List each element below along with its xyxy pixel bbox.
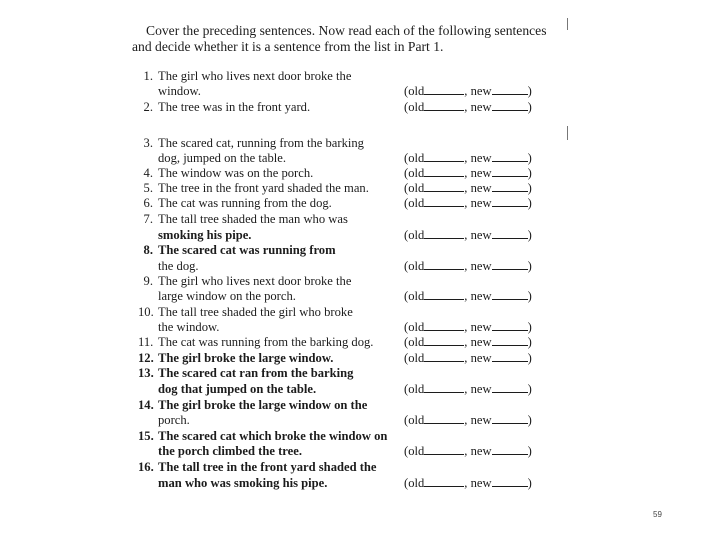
item-8-line-1: 8. The scared cat was running from bbox=[138, 243, 336, 258]
item-3-line-1: 3. The scared cat, running from the barking bbox=[138, 136, 364, 151]
response-field-9[interactable]: (old , new ) bbox=[404, 289, 532, 303]
item-4-line-1: 4. The window was on the porch. bbox=[138, 166, 313, 181]
item-10-line-2: the window. bbox=[158, 320, 220, 334]
item-number: 3. bbox=[143, 136, 153, 150]
item-1-line-1: 1. The girl who lives next door broke the bbox=[138, 69, 351, 84]
item-12-line-1: 12. The girl broke the large window. bbox=[138, 351, 334, 365]
instructions-line-1: Cover the preceding sentences. Now read each of the following sentences bbox=[146, 23, 547, 38]
response-field-16[interactable]: (old , new ) bbox=[404, 476, 532, 490]
response-field-3[interactable]: (old , new ) bbox=[404, 151, 532, 165]
item-number: 1. bbox=[143, 69, 153, 83]
item-16-line-2: man who was smoking his pipe. bbox=[158, 476, 328, 490]
item-13-line-2: dog that jumped on the table. bbox=[158, 382, 317, 396]
item-5-line-1: 5. The tree in the front yard shaded the man. bbox=[138, 181, 369, 196]
item-number: 11. bbox=[138, 335, 154, 349]
response-field-7[interactable]: (old , new ) bbox=[404, 228, 532, 242]
item-number: 8. bbox=[143, 243, 153, 257]
response-field-1[interactable]: (old , new ) bbox=[404, 84, 532, 98]
response-field-2[interactable]: (old , new ) bbox=[404, 100, 532, 114]
response-field-11[interactable]: (old , new ) bbox=[404, 335, 532, 349]
item-10-line-1: 10. The tall tree shaded the girl who broke bbox=[138, 305, 353, 319]
item-9-line-1: 9. The girl who lives next door broke the bbox=[138, 274, 351, 289]
item-11-line-1: 11. The cat was running from the barking dog. bbox=[138, 335, 374, 349]
item-number: 6. bbox=[143, 196, 153, 210]
item-3-line-2: dog, jumped on the table. bbox=[158, 151, 287, 165]
item-number: 10. bbox=[138, 305, 154, 319]
response-field-5[interactable]: (old , new ) bbox=[404, 181, 532, 195]
item-7-line-1: 7. The tall tree shaded the man who was bbox=[138, 212, 348, 227]
item-14-line-2: porch. bbox=[158, 413, 190, 427]
response-field-15[interactable]: (old , new ) bbox=[404, 444, 532, 458]
item-number: 15. bbox=[138, 429, 154, 443]
scan-mark bbox=[567, 18, 568, 30]
item-number: 4. bbox=[143, 166, 153, 180]
item-number: 5. bbox=[143, 181, 153, 195]
response-field-6[interactable]: (old , new ) bbox=[404, 196, 532, 210]
response-field-12[interactable]: (old , new ) bbox=[404, 351, 532, 365]
item-number: 7. bbox=[143, 212, 153, 226]
scan-mark bbox=[567, 126, 568, 140]
page-number: 59 bbox=[653, 510, 662, 519]
item-15-line-1: 15. The scared cat which broke the window on bbox=[138, 429, 388, 443]
response-field-14[interactable]: (old , new ) bbox=[404, 413, 532, 427]
item-13-line-1: 13. The scared cat ran from the barking bbox=[138, 366, 354, 380]
item-14-line-1: 14. The girl broke the large window on the bbox=[138, 398, 368, 412]
item-number: 2. bbox=[143, 100, 153, 114]
instructions-line-2: and decide whether it is a sentence from the list in Part 1. bbox=[132, 39, 444, 54]
item-16-line-1: 16. The tall tree in the front yard shaded the bbox=[138, 460, 377, 474]
item-2-line-1: 2. The tree was in the front yard. bbox=[138, 100, 310, 115]
item-number: 9. bbox=[143, 274, 153, 288]
item-8-line-2: the dog. bbox=[158, 259, 199, 273]
item-6-line-1: 6. The cat was running from the dog. bbox=[138, 196, 332, 211]
item-7-line-2: smoking his pipe. bbox=[158, 228, 252, 242]
item-15-line-2: the porch climbed the tree. bbox=[158, 444, 302, 458]
item-1-line-2: window. bbox=[158, 84, 201, 98]
item-number: 12. bbox=[138, 351, 154, 365]
item-number: 13. bbox=[138, 366, 154, 380]
response-field-10[interactable]: (old , new ) bbox=[404, 320, 532, 334]
item-number: 14. bbox=[138, 398, 154, 412]
item-9-line-2: large window on the porch. bbox=[158, 289, 296, 303]
response-field-4[interactable]: (old , new ) bbox=[404, 166, 532, 180]
item-number: 16. bbox=[138, 460, 154, 474]
response-field-8[interactable]: (old , new ) bbox=[404, 259, 532, 273]
response-field-13[interactable]: (old , new ) bbox=[404, 382, 532, 396]
